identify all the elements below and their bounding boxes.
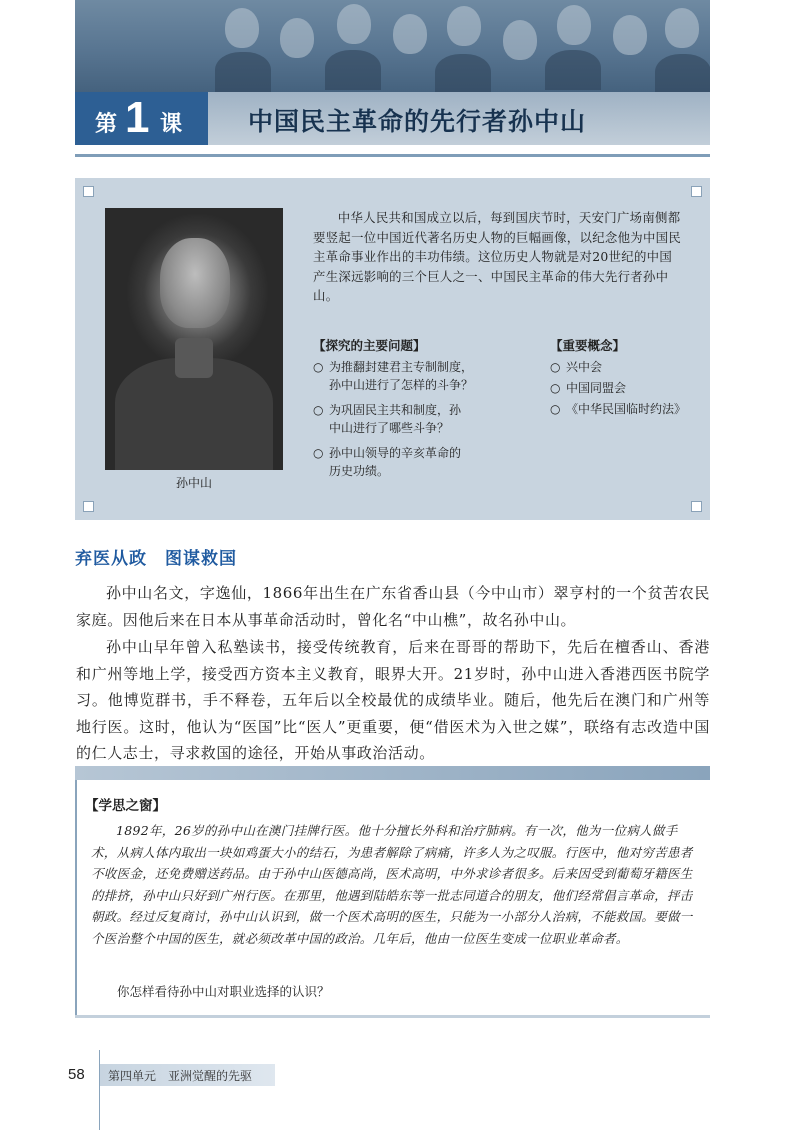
header-divider: [75, 154, 710, 157]
window-top-bar: [75, 766, 710, 780]
questions-title: 【探究的主要问题】: [313, 338, 426, 353]
body-paragraph: 孙中山早年曾入私塾读书，接受传统教育，后来在哥哥的帮助下，先后在檀香山、香港和广州等地上学，接受西方资本主义教育，眼界大开。21岁时，孙中山进入香港西医书院学习。他博览群书，手不释卷，五年后以全校最优的成绩毕业。随后，他先后在澳门和广州等地行医。这时，他认为“医国”比“医人”更重要，便“借医术为入世之媒”，联络有志改造中国的仁人志士，寻求救国的途径，开始从事政治活动。: [76, 638, 710, 762]
lesson-number-badge: [75, 92, 208, 145]
circle-bullet-icon: ○: [550, 402, 561, 416]
window-paragraph: 1892年，26岁的孙中山在澳门挂牌行医。他十分擅长外科和治疗肺病。有一次，他为一位病人做手术，从病人体内取出一块如鸡蛋大小的结石，为患者解除了病痛，许多人为之叹服。行医中，他对穷苦患者不收医金，还免费赠送药品。由于孙中山医德高尚，医术高明，中外求诊者很多。后来因受到葡萄牙籍医生的排挤，孙中山只好到广州行医。在那里，他遇到陆皓东等一批志同道合的朋友，他们经常倡言革命，抨击朝政。经过反复商讨，孙中山认识到，做一个医术高明的医生，只能为一小部分人治病，不能救国。要做一个医治整个中国的医生，就必须改革中国的政治。几年后，他由一位医生变成一位职业革命者。: [91, 823, 693, 946]
question-item: ○ 为推翻封建君主专制制度， 孙中山进行了怎样的斗争？: [313, 360, 474, 392]
lesson-number: 1: [125, 93, 150, 142]
concept-item: ○ 《中华民国临时约法》: [550, 402, 687, 416]
concept-item: ○ 兴中会: [550, 360, 603, 374]
portrait-photo: [105, 208, 283, 470]
question-item: ○ 孙中山领导的辛亥革命的 历史功绩。: [313, 446, 462, 478]
lesson-header: [75, 0, 710, 145]
window-title: 【学思之窗】: [85, 798, 166, 814]
circle-bullet-icon: ○: [313, 446, 324, 460]
circle-bullet-icon: ○: [550, 381, 561, 395]
corner-marker-icon: [691, 501, 702, 512]
question-item: ○ 为巩固民主共和制度，孙 中山进行了哪些斗争？: [313, 403, 462, 435]
section-heading: 弃医从政 图谋救国: [75, 549, 237, 569]
body-paragraph: 孙中山名文，字逸仙，1866年出生在广东省香山县（今中山市）翠亨村的一个贫苦农民家庭。因他后来在日本从事革命活动时，曾化名“中山樵”，故名孙中山。: [76, 584, 710, 629]
header-photo-banner: [75, 0, 710, 92]
unit-label: 第四单元 亚洲觉醒的先驱: [108, 1069, 253, 1083]
title-band: [208, 92, 710, 145]
portrait-caption: 孙中山: [175, 476, 212, 490]
lesson-prefix: 第: [95, 112, 118, 137]
page-title: 中国民主革命的先行者孙中山: [248, 107, 587, 136]
concept-item: ○ 中国同盟会: [550, 381, 627, 395]
corner-marker-icon: [83, 186, 94, 197]
circle-bullet-icon: ○: [313, 360, 324, 374]
intro-box: [75, 178, 710, 520]
window-question: 你怎样看待孙中山对职业选择的认识？: [117, 984, 330, 999]
lesson-suffix: 课: [160, 112, 183, 137]
window-left-rule: [75, 780, 77, 1018]
footer-divider: [99, 1050, 100, 1130]
intro-paragraph: 中华人民共和国成立以后，每到国庆节时，天安门广场南侧都要竖起一位中国近代著名历史人物的巨幅画像，以纪念他为中国民主革命事业作出的丰功伟绩。这位历史人物就是对20世纪的中国产生深远影响的三个巨人之一、中国民主革命的伟大先行者孙中山。: [313, 210, 682, 303]
circle-bullet-icon: ○: [313, 403, 324, 417]
corner-marker-icon: [691, 186, 702, 197]
corner-marker-icon: [83, 501, 94, 512]
circle-bullet-icon: ○: [550, 360, 561, 374]
footer-unit-band: [100, 1064, 275, 1086]
window-bottom-rule: [75, 1015, 710, 1018]
concepts-title: 【重要概念】: [550, 338, 626, 353]
page-number: 58: [68, 1066, 85, 1083]
learning-window-box: [75, 766, 710, 1018]
